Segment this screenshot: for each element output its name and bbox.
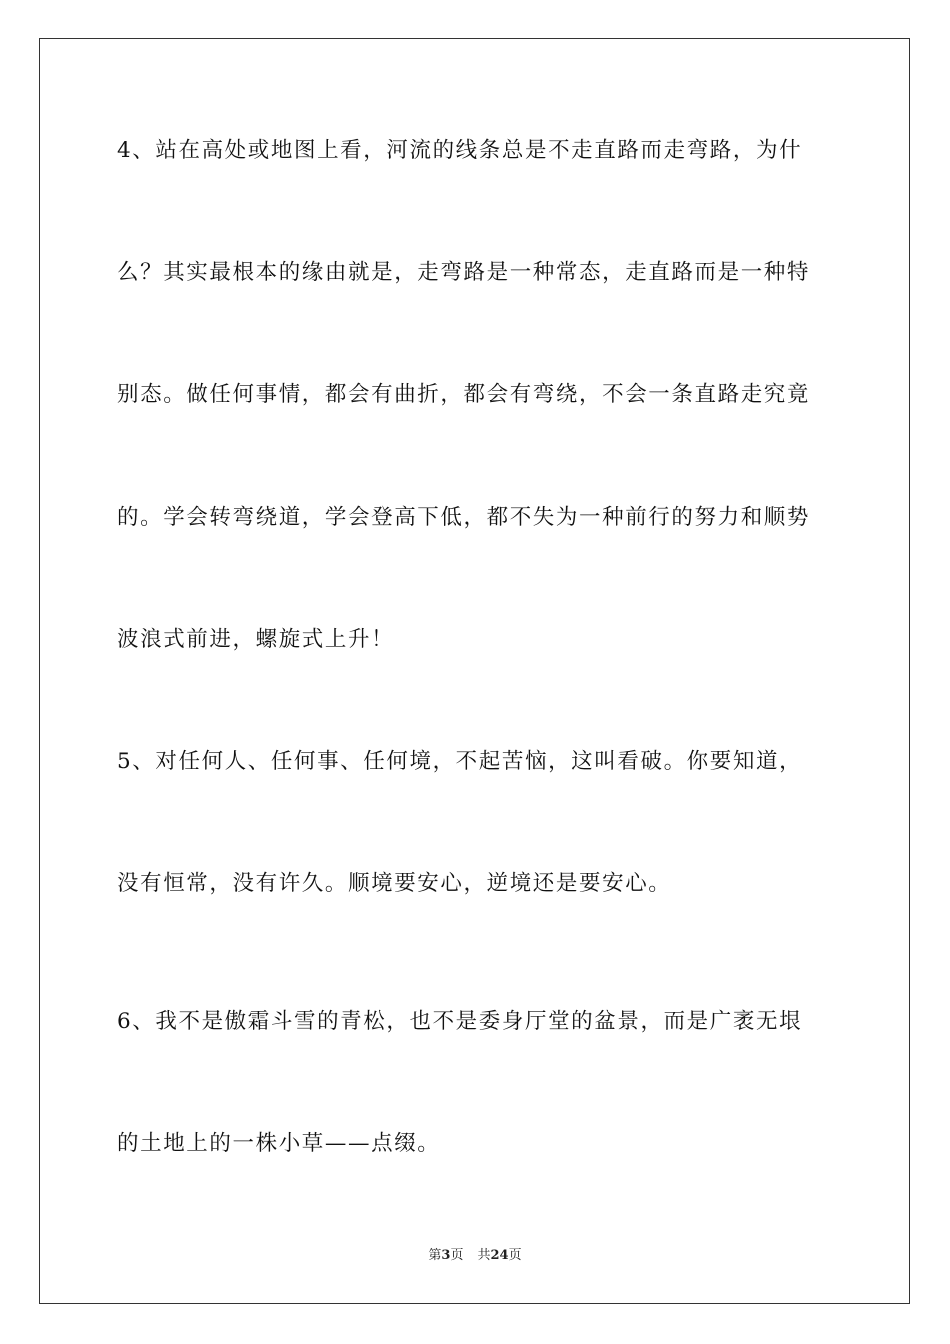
page-footer <box>0 1247 950 1265</box>
total-prefix: 共 <box>477 1248 491 1263</box>
paragraph-5-line-2: 没有恒常，没有许久。顺境要安心，逆境还是要安心。 <box>117 871 672 896</box>
page-number: 3 <box>441 1248 451 1263</box>
paragraph-4-line-1: 4、站在高处或地图上看，河流的线条总是不走直路而走弯路，为什 <box>117 138 803 163</box>
total-pages: 24 <box>490 1248 509 1263</box>
page-border <box>39 38 910 1304</box>
paragraph-4-line-4: 的。学会转弯绕道，学会登高下低，都不失为一种前行的努力和顺势 <box>117 505 811 530</box>
page-prefix: 第 <box>428 1248 442 1263</box>
paragraph-6-line-2: 的土地上的一株小草——点缀。 <box>117 1131 441 1156</box>
paragraph-5-line-1: 5、对任何人、任何事、任何境，不起苦恼，这叫看破。你要知道， <box>117 749 803 774</box>
paragraph-4-line-5: 波浪式前进，螺旋式上升！ <box>117 627 395 652</box>
paragraph-4-line-3: 别态。做任何事情，都会有曲折，都会有弯绕，不会一条直路走究竟 <box>117 382 811 407</box>
paragraph-4-line-2: 么？其实最根本的缘由就是，走弯路是一种常态，走直路而是一种特 <box>117 260 811 285</box>
paragraph-6-line-1: 6、我不是傲霜斗雪的青松，也不是委身厅堂的盆景，而是广袤无垠 <box>117 1009 803 1034</box>
total-suffix: 页 <box>508 1248 522 1263</box>
page-suffix: 页 <box>450 1248 464 1263</box>
